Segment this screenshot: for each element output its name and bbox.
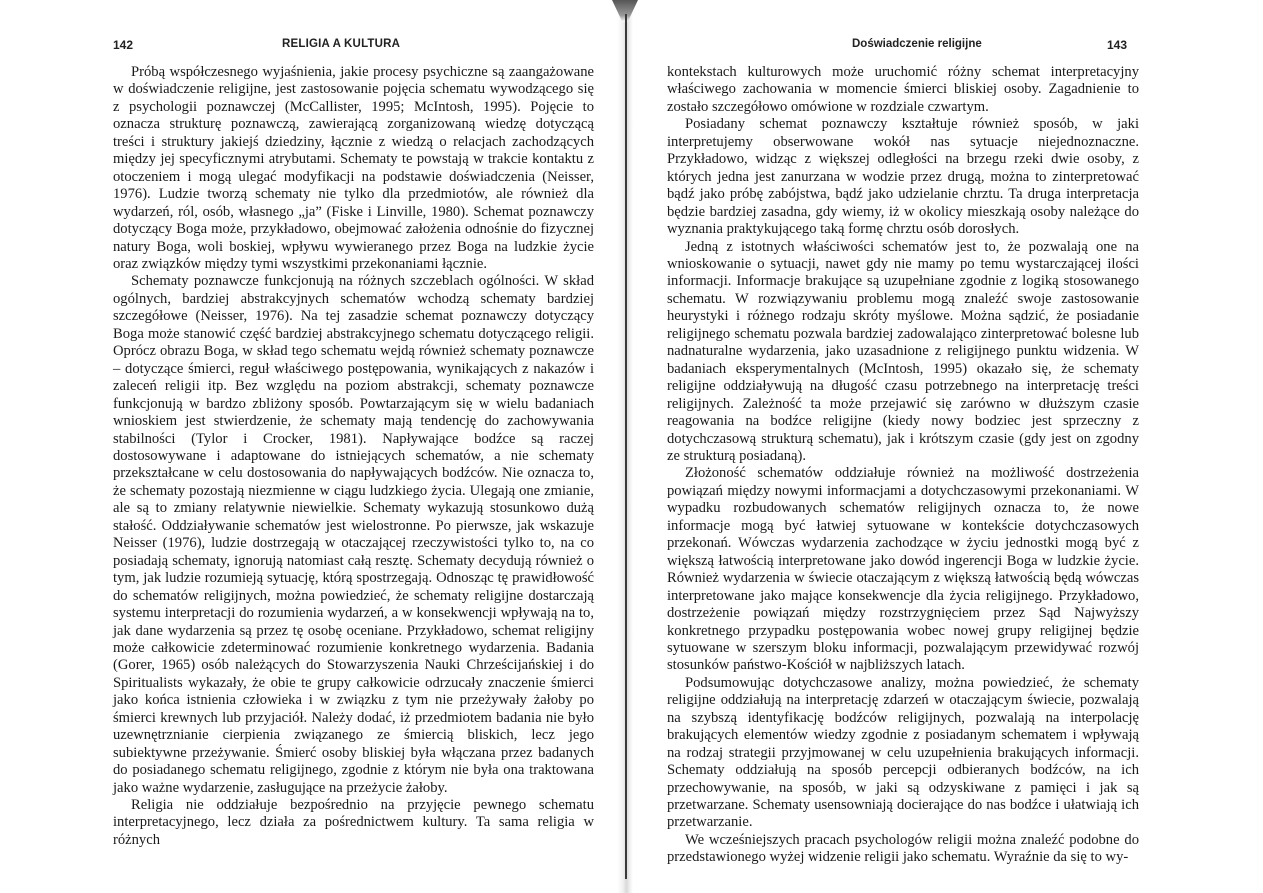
right-page: [632, 0, 1263, 893]
right-running-title: Doświadczenie religijne: [852, 38, 982, 50]
paragraph: Podsumowując dotychczasowe analizy, można powiedzieć, że schematy religijne oddziałują na interpretację zdarzeń w otaczającym świecie, pozwalają na szybszą identyfikację bodźców religijnych, pozwalają na interpolację brakujących elementów wiedzy zgodnie z posiadanym schematem i wpływają na rodzaj strategii przyjmowanej w celu uzupełnienia brakujących informacji. Schematy oddziałują na sposób percepcji odbieranych bodźców, na ich przechowywanie, na sposób, w jaki są odzyskiwane z pamięci i jak są przetwarzane. Schematy usensowniają docierające do nas bodźce i ułatwiają ich przetwarzanie.: [667, 674, 1139, 831]
paragraph: kontekstach kulturowych może uruchomić różny schemat interpretacyjny właściwego zachowania w momencie śmierci bliskiej osoby. Zagadnienie to zostało szczegółowo omówione w rozdziale czwartym.: [667, 64, 1139, 115]
left-page: [0, 0, 620, 893]
right-page-number: 143: [1107, 38, 1128, 52]
left-page-body: [113, 64, 594, 849]
paragraph: Próbą współczesnego wyjaśnienia, jakie procesy psychiczne są zaangażowane w doświadczenie religijne, jest zastosowanie pojęcia schematu wywodzącego się z psychologii poznawczej (McCallister, 1995; McIntosh, 1995). Pojęcie to oznacza strukturę poznawczą, zawierającą zorganizowaną wiedzę dotyczącą treści i struktury jakiejś dziedziny, łącznie z wiedzą o relacjach zachodzących między jej specyficznymi atrybutami. Schematy te powstają w trakcie kontaktu z otoczeniem i mogą ulegać modyfikacji na podstawie doświadczenia (Neisser, 1976). Ludzie tworzą schematy nie tylko dla przedmiotów, ale również dla wydarzeń, ról, osób, własnego „ja” (Fiske i Linville, 1980). Schemat poznawczy dotyczący Boga może, przykładowo, obejmować założenia odnośnie do fizycznej natury Boga, woli boskiej, wpływu wywieranego przez Boga na ludzkie życie oraz związków między tymi wszystkimi przekonaniami łącznie.: [113, 64, 594, 272]
paragraph: We wcześniejszych pracach psychologów religii można znaleźć podobne do przedstawionego wyżej widzenie religii jako schematu. Wyraźnie da się to wy-: [667, 831, 1139, 866]
paragraph: Religia nie oddziałuje bezpośrednio na przyjęcie pewnego schematu interpretacyjnego, lecz działa za pośrednictwem kultury. Ta sama religia w różnych: [113, 797, 594, 848]
left-running-title: RELIGIA A KULTURA: [282, 38, 401, 50]
left-page-number: 142: [113, 38, 134, 52]
paragraph: Jedną z istotnych właściwości schematów jest to, że pozwalają one na wnioskowanie o sytuacji, nawet gdy nie mamy po temu wystarczającej ilości informacji. Informacje brakujące są uzupełniane zgodnie z logiką stosowanego schematu. W rozwiązywaniu problemu mogą znaleźć swoje zastosowanie heurystyki i różnego rodzaju skróty myślowe. Można sądzić, że posiadanie religijnego schematu pozwala bardziej zadowalająco zinterpretować bolesne lub nadnaturalne wydarzenia, jako uzasadnione z religijnego punktu widzenia. W badaniach eksperymentalnych (McIntosh, 1995) okazało się, że schematy religijne oddziaływują na długość czasu potrzebnego na interpretację treści religijnych. Zależność ta może przejawić się zarówno w dłuższym czasie reagowania na bodźce religijne (kiedy nowy bodziec jest sprzeczny z dotychczasową strukturą schematu), jak i krótszym czasie (gdy jest on zgodny ze strukturą posiadaną).: [667, 238, 1139, 464]
paragraph: Schematy poznawcze funkcjonują na różnych szczeblach ogólności. W skład ogólnych, bardziej abstrakcyjnych schematów wchodzą schematy bardziej szczegółowe (Neisser, 1976). Na tej zasadzie schemat poznawczy dotyczący Boga może stanowić część bardziej abstrakcyjnego schematu dotyczącego religii. Oprócz obrazu Boga, w skład tego schematu wejdą również schematy poznawcze – dotyczące śmierci, reguł właściwego postępowania, wynikających z nakazów i zaleceń religii itp. Bez względu na poziom abstrakcji, schematy poznawcze funkcjonują w bardzo zbliżony sposób. Powtarzającym się w wielu badaniach wnioskiem jest stwierdzenie, że schematy mają tendencję do zachowywania stabilności (Tylor i Crocker, 1981). Napływające bodźce są raczej dostosowywane i adaptowane do istniejących schematów, a nie schematy przekształcane w celu dostosowania do napływających bodźców. Nie oznacza to, że schematy pozostają niezmienne w ciągu ludzkiego życia. Ulegają one zmianie, ale są to zmiany relatywnie niewielkie. Schematy wykazują stosunkowo dużą stałość. Oddziaływanie schematów jest wielostronne. Po pierwsze, jak wskazuje Neisser (1976), ludzie dostrzegają w otaczającej rzeczywistości tylko to, na co posiadają schematy, ignorują natomiast całą resztę. Schematy decydują również o tym, jak ludzie rozumieją sytuację, którą spostrzegają. Odnosząc tę prawidłowość do schematów religijnych, można powiedzieć, że schematy religijne dostarczają systemu interpretacji do rozumienia wydarzeń, a w konsekwencji wpływają na to, jak dane wydarzenia są przez tę osobę oceniane. Przykładowo, schemat religijny może całkowicie zdeterminować rozumienie konkretnego wydarzenia. Badania (Gorer, 1965) osób należących do Stowarzyszenia Nauki Chrześcijańskiej i do Spiritualists wykazały, że obie te grupy całkowicie odrzucały znaczenie śmierci jako końca istnienia człowieka i w związku z tym nie przeżywały żałoby po śmierci krewnych lub przyjaciół. Należy dodać, iż przedmiotem badania nie było uzewnętrznianie cierpienia związanego ze śmiercią bliskich, lecz jego subiektywne przeżywanie. Śmierć osoby bliskiej była włączana przez badanych do posiadanego schematu religijnego, zgodnie z którym nie była ona traktowana jako ważne wydarzenie, zasługujące na przeżycie żałoby.: [113, 273, 594, 796]
book-spine-line: [625, 14, 627, 879]
right-page-body: [667, 64, 1139, 867]
paragraph: Posiadany schemat poznawczy kształtuje również sposób, w jaki interpretujemy obserwowane wokół nas sytuacje niejednoznaczne. Przykładowo, widząc z większej odległości na brzegu rzeki dwie osoby, z których jedna jest zanurzana w wodzie przez drugą, można to zinterpretować bądź jako próbę zabójstwa, bądź jako udzielanie chrztu. Ta druga interpretacja będzie bardziej zasadna, gdy wiemy, iż w okolicy mieszkają osoby należące do wyznania praktykującego taką formę chrztu osób dorosłych.: [667, 116, 1139, 238]
paragraph: Złożoność schematów oddziałuje również na możliwość dostrzeżenia powiązań między nowymi informacjami a dotychczasowymi przekonaniami. W wypadku rozbudowanych schematów religijnych oznacza to, że nowe informacje mogą być łatwiej sytuowane w kontekście dotychczasowych przekonań. Wówczas wydarzenia zachodzące w życiu jednostki mogą być z większą łatwością interpretowane jako dowód ingerencji Boga w ludzkie życie. Również wydarzenia w świecie otaczającym z większą łatwością będą wówczas interpretowane jako mające konsekwencje dla życia religijnego. Przykładowo, dostrzeżenie powiązań między rozstrzygnięciem przez Sąd Najwyższy konkretnego przypadku postępowania wobec nowej grupy religijnej będzie sytuowane w szerszym bloku informacji, pozwalającym przewidywać rozwój stosunków państwo-Kościół w najbliższych latach.: [667, 465, 1139, 674]
